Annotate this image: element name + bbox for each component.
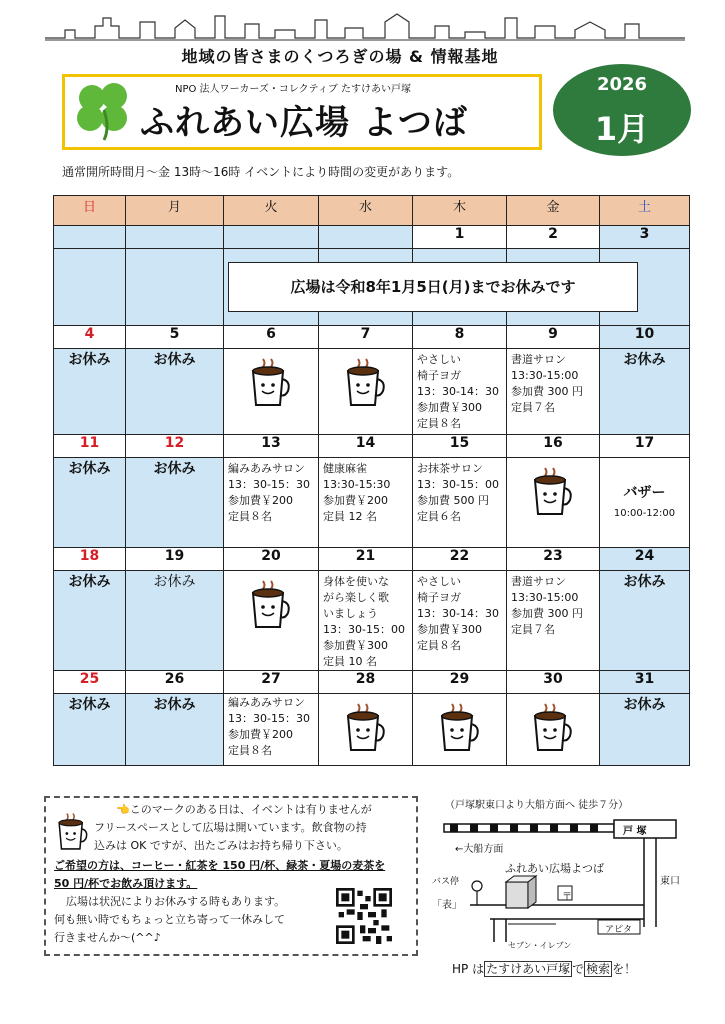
event-line: 編みあみサロン [228,462,305,475]
day-cell [413,694,507,766]
closed-day: お休み [54,349,126,435]
closed-day: お休み [600,349,690,435]
event-line: 定員７名 [511,623,555,636]
date-cell: 25 [54,671,126,694]
event-line: いましょう [323,607,378,620]
date-cell: 5 [126,326,224,349]
week-2-dates [54,326,690,349]
tagline: 地域の皆さまのくつろぎの場 & 情報基地 [181,47,499,66]
date-cell: 16 [507,435,600,458]
weekday-fri: 金 [507,196,600,226]
closed-day: お休み [126,571,224,671]
event-line: 定員８名 [228,744,272,757]
event-line: 参加費 500 円 [417,494,489,507]
event-line: 定員７名 [511,401,555,414]
weekday-tue: 火 [224,196,319,226]
event-line: 参加費 300 円 [511,607,583,620]
date-cell: 2 [507,226,600,249]
legend-line: フリースペースとして広場は開いています。飲食物の持 [94,821,367,834]
event-line: 参加費 300 円 [511,385,583,398]
closed-day: お休み [126,349,224,435]
date-cell: 9 [507,326,600,349]
opening-hours: 通常開所時間月～金 13時～16時 イベントにより時間の変更があります。 [62,165,460,179]
week-5-body [54,694,690,766]
event-line: 13：30-15：00 [417,478,499,491]
date-cell [224,226,319,249]
event-line: 13：30-15：30 [228,478,310,491]
date-cell: 4 [54,326,126,349]
event-line: 編みあみサロン [228,696,305,709]
hp-text: で [572,962,585,976]
event-line: 椅子ヨガ [417,591,461,604]
week-3-dates [54,435,690,458]
date-cell: 19 [126,548,224,571]
date-cell: 7 [319,326,413,349]
date-cell: 21 [319,548,413,571]
weekday-sun: 日 [54,196,126,226]
month-label: 1月 [594,110,650,148]
event-cell [507,349,600,435]
date-cell: 15 [413,435,507,458]
ofuna-direction: ←大船方面 [455,844,504,855]
date-cell: 29 [413,671,507,694]
day-cell [507,458,600,548]
apita-label: アピタ [605,925,633,935]
closed-day: お休み [54,571,126,671]
event-line: 定員８名 [417,639,461,652]
map-place-label: ふれあい広場よつば [505,862,604,875]
legend-line: 何も無い時でもちょっと立ち寄って一休みして [54,913,285,926]
bazaar-title: バザー [623,485,666,501]
bus-stop-name: 「表」 [432,900,462,911]
legend-line: 👈このマークのある日は、イベントは有りませんが [116,803,372,816]
day-cell [224,571,319,671]
access-map [430,812,692,954]
event-line: 13：30-14：30 [417,607,499,620]
date-cell: 30 [507,671,600,694]
date-cell: 24 [600,548,690,571]
event-line: 身体を使いな [323,575,389,588]
map-caption: （戸塚駅東口より大船方面へ 徒歩７分） [445,800,629,811]
closed-day: お休み [54,458,126,548]
event-line: 参加費￥300 [417,401,482,414]
weekday-thu: 木 [413,196,507,226]
event-line: 13:30-15:00 [511,591,579,604]
closed-day: お休み [126,458,224,548]
week-4-body [54,571,690,671]
event-line: 13：30-15：00 [323,623,405,636]
legend-line: 込みは OK ですが、出たごみはお持ち帰り下さい。 [94,839,348,852]
date-cell [319,226,413,249]
date-cell: 18 [54,548,126,571]
legend-line: 行きませんか～(^^♪ [54,931,161,944]
date-cell [54,226,126,249]
date-cell: 6 [224,326,319,349]
closed-day: お休み [126,694,224,766]
day-cell [126,249,224,326]
date-cell: 27 [224,671,319,694]
event-line: 13:30-15:00 [511,369,579,382]
homepage-note [452,960,636,977]
week-1-dates [54,226,690,249]
day-cell [507,694,600,766]
weekday-wed: 水 [319,196,413,226]
hp-text: HP は [452,962,485,976]
hp-text: を！ [612,962,637,976]
legend-line: 50 円/杯でお飲み頂けます。 [54,877,198,890]
event-line: 定員 10 名 [323,655,377,668]
week-3-body [54,458,690,548]
qr-code-icon [336,888,392,944]
event-line: 健康麻雀 [323,462,367,475]
event-line: 13:30-15:30 [323,478,391,491]
day-cell [54,249,126,326]
coffee-cup-icon [438,702,482,754]
event-line: お抹茶サロン [417,462,483,475]
day-cell [319,349,413,435]
date-cell: 3 [600,226,690,249]
event-line: 参加費￥200 [228,728,293,741]
date-cell: 12 [126,435,224,458]
weekday-mon: 月 [126,196,224,226]
event-line: 参加費￥200 [323,494,388,507]
event-cell [224,458,319,548]
weekday-header-row [54,196,690,226]
event-cell [507,571,600,671]
date-cell: 14 [319,435,413,458]
coffee-cup-icon [531,466,575,518]
coffee-cup-icon [56,812,90,852]
org-name: NPO 法人ワーカーズ・コレクティブ たすけあい戸塚 [175,84,412,95]
week-5-dates [54,671,690,694]
event-line: 参加費￥300 [417,623,482,636]
legend-line: 広場は状況によりお休みする時もあります。 [66,895,286,908]
coffee-cup-icon [531,702,575,754]
coffee-cup-icon [344,702,388,754]
weekday-sat: 土 [600,196,690,226]
event-line: 定員６名 [417,510,461,523]
event-line: がら楽しく歌 [323,591,389,604]
date-cell: 10 [600,326,690,349]
bus-stop-label: バス停 [432,877,460,887]
coffee-cup-icon [249,579,293,631]
event-line: 椅子ヨガ [417,369,461,382]
closed-notice: 広場は令和8年1月5日(月)までお休みです [228,262,638,312]
year-label: 2026 [596,74,648,95]
event-line: 参加費￥200 [228,494,293,507]
event-cell [413,349,507,435]
event-line: 定員８名 [417,417,461,430]
page-title: ふれあい広場 よつば [140,103,468,143]
event-cell [224,694,319,766]
post-office-icon: 〒 [562,892,572,903]
date-cell: 17 [600,435,690,458]
skyline-illustration [45,8,685,42]
event-line: 定員 12 名 [323,510,377,523]
event-cell [413,571,507,671]
event-line: 書道サロン [511,575,566,588]
bazaar-cell [600,458,690,548]
east-exit-label: 東口 [660,876,680,887]
event-cell [413,458,507,548]
date-cell: 26 [126,671,224,694]
bazaar-time: 10:00-12:00 [613,508,676,519]
month-badge [553,64,691,156]
hp-keyword: たすけあい戸塚 [486,962,571,976]
seven-eleven-label: セブン・イレブン [508,941,572,950]
closed-day: お休み [600,694,690,766]
date-cell: 13 [224,435,319,458]
event-line: やさしい [417,353,461,366]
event-line: 13：30-14：30 [417,385,499,398]
week-4-dates [54,548,690,571]
event-line: 定員８名 [228,510,272,523]
date-cell: 8 [413,326,507,349]
date-cell: 20 [224,548,319,571]
coffee-cup-icon [249,357,293,409]
legend-line: ご希望の方は、コーヒー・紅茶を 150 円/杯、緑茶・夏場の麦茶を [54,859,386,872]
date-cell: 22 [413,548,507,571]
week-2-body [54,349,690,435]
date-cell: 28 [319,671,413,694]
date-cell: 11 [54,435,126,458]
day-cell [224,349,319,435]
clover-icon [74,80,134,142]
coffee-cup-icon [344,357,388,409]
date-cell: 1 [413,226,507,249]
legend-box [44,796,418,956]
event-cell [319,458,413,548]
event-line: 書道サロン [511,353,566,366]
event-line: やさしい [417,575,461,588]
date-cell [126,226,224,249]
date-cell: 31 [600,671,690,694]
hp-search-word: 検索 [586,962,611,976]
closed-day: お休み [54,694,126,766]
event-line: 参加費￥300 [323,639,388,652]
day-cell [319,694,413,766]
event-line: 13：30-15：30 [228,712,310,725]
station-label: 戸 塚 [623,826,647,837]
event-cell [319,571,413,671]
date-cell: 23 [507,548,600,571]
closed-day: お休み [600,571,690,671]
